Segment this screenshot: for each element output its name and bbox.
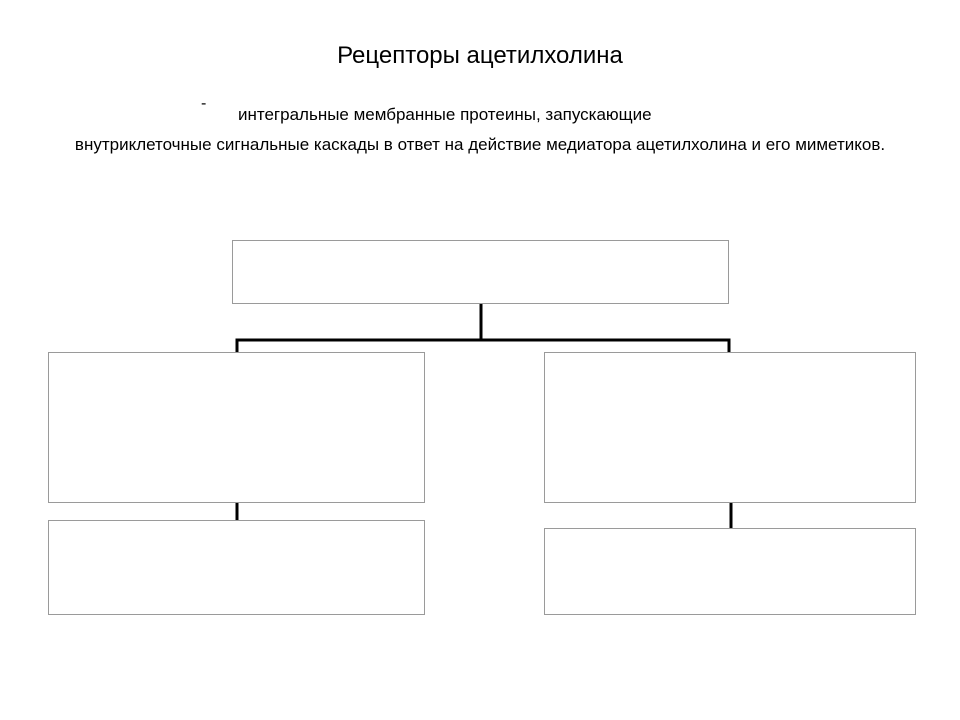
definition-bullet: - bbox=[201, 95, 207, 112]
slide-title: Рецепторы ацетилхолина bbox=[337, 42, 623, 69]
diagram-box-left-sub bbox=[48, 520, 425, 615]
diagram-box-right-sub bbox=[544, 528, 916, 615]
diagram-box-root bbox=[232, 240, 729, 304]
definition-line-1: интегральные мембранные протеины, запускающие bbox=[238, 105, 652, 124]
definition-continuation: внутриклеточные сигнальные каскады в ответ на действие медиатора ацетилхолина и его миметиков. bbox=[74, 135, 886, 154]
diagram-box-right bbox=[544, 352, 916, 503]
diagram-box-left bbox=[48, 352, 425, 503]
